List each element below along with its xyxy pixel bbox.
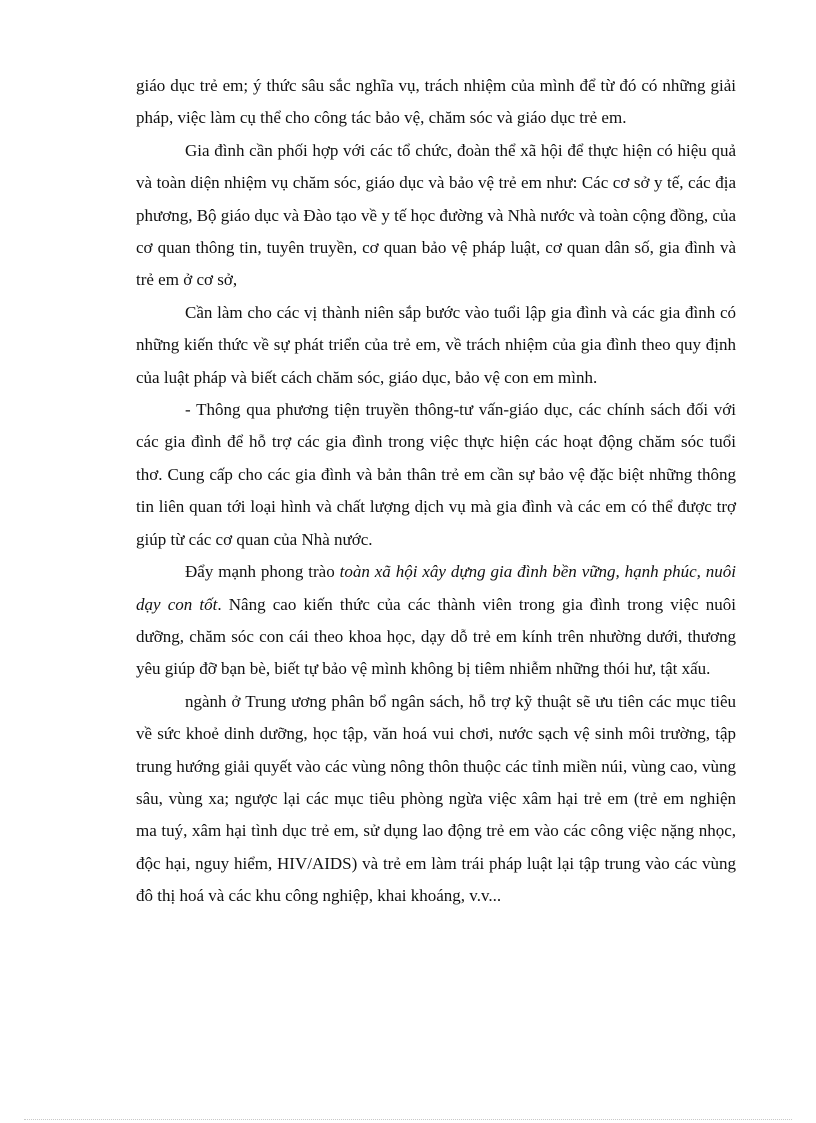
page-bottom-divider xyxy=(24,1119,792,1120)
paragraph-movement xyxy=(136,556,736,686)
paragraph-movement-rest: . Nâng cao kiến thức của các thành viên trong gia đình trong việc nuôi dưỡng, chăm sóc con cái theo khoa học, dạy dỗ trẻ em kính trên nhường dưới, thương yêu giúp đỡ bạn bè, biết tự bảo vệ mình không bị tiêm nhiễm những thói hư, tật xấu. xyxy=(136,594,736,679)
paragraph-communication-policy: - Thông qua phương tiện truyền thông-tư vấn-giáo dục, các chính sách đối với các gia đình để hỗ trợ các gia đình trong việc thực hiện các hoạt động chăm sóc tuổi thơ. Cung cấp cho các gia đình và bản thân trẻ em cần sự bảo vệ đặc biệt những thông tin liên quan tới loại hình và chất lượng dịch vụ mà gia đình và các em có thể được trợ giúp từ các cơ quan của Nhà nước. xyxy=(136,400,736,549)
paragraph-movement-italic: toàn xã hội xây dựng gia đình bền vững, hạnh phúc, nuôi dạy con tốt xyxy=(136,562,736,614)
paragraph-continuation: giáo dục trẻ em; ý thức sâu sắc nghĩa vụ, trách nhiệm của mình để từ đó có những giải pháp, việc làm cụ thể cho công tác bảo vệ, chăm sóc và giáo dục trẻ em. xyxy=(136,76,736,128)
document-body xyxy=(136,70,736,913)
paragraph-central-budget: ngành ở Trung ương phân bổ ngân sách, hỗ trợ kỹ thuật sẽ ưu tiên các mục tiêu về sức khoẻ dinh dưỡng, học tập, văn hoá vui chơi, nước sạch vệ sinh môi trường, tập trung hướng giải quyết vào các vùng nông thôn thuộc các tỉnh miền núi, vùng cao, vùng sâu, vùng xa; ngược lại các mục tiêu phòng ngừa việc xâm hại trẻ em (trẻ em nghiện ma tuý, xâm hại tình dục trẻ em, sử dụng lao động trẻ em vào các công việc nặng nhọc, độc hại, nguy hiểm, HIV/AIDS) và trẻ em làm trái pháp luật lại tập trung vào các vùng đô thị hoá và các khu công nghiệp, khai khoáng, v.v... xyxy=(136,691,736,906)
paragraph-movement-lead: Đẩy mạnh phong trào xyxy=(185,562,340,582)
paragraph-family-coordination: Gia đình cần phối hợp với các tổ chức, đoàn thể xã hội để thực hiện có hiệu quả và toàn diện nhiệm vụ chăm sóc, giáo dục và bảo vệ trẻ em như: Các cơ sở y tế, các địa phương, Bộ giáo dục và Đào tạo về y tế học đường và Nhà nước và toàn cộng đồng, của cơ quan thông tin, tuyên truyền, cơ quan bảo vệ pháp luật, cơ quan dân số, gia đình và trẻ em ở cơ sở, xyxy=(136,140,736,290)
paragraph-adolescent-knowledge: Cần làm cho các vị thành niên sắp bước vào tuổi lập gia đình và các gia đình có những kiến thức về sự phát triển của trẻ em, về trách nhiệm của gia đình theo quy định của luật pháp và biết cách chăm sóc, giáo dục, bảo vệ con em mình. xyxy=(136,302,736,387)
